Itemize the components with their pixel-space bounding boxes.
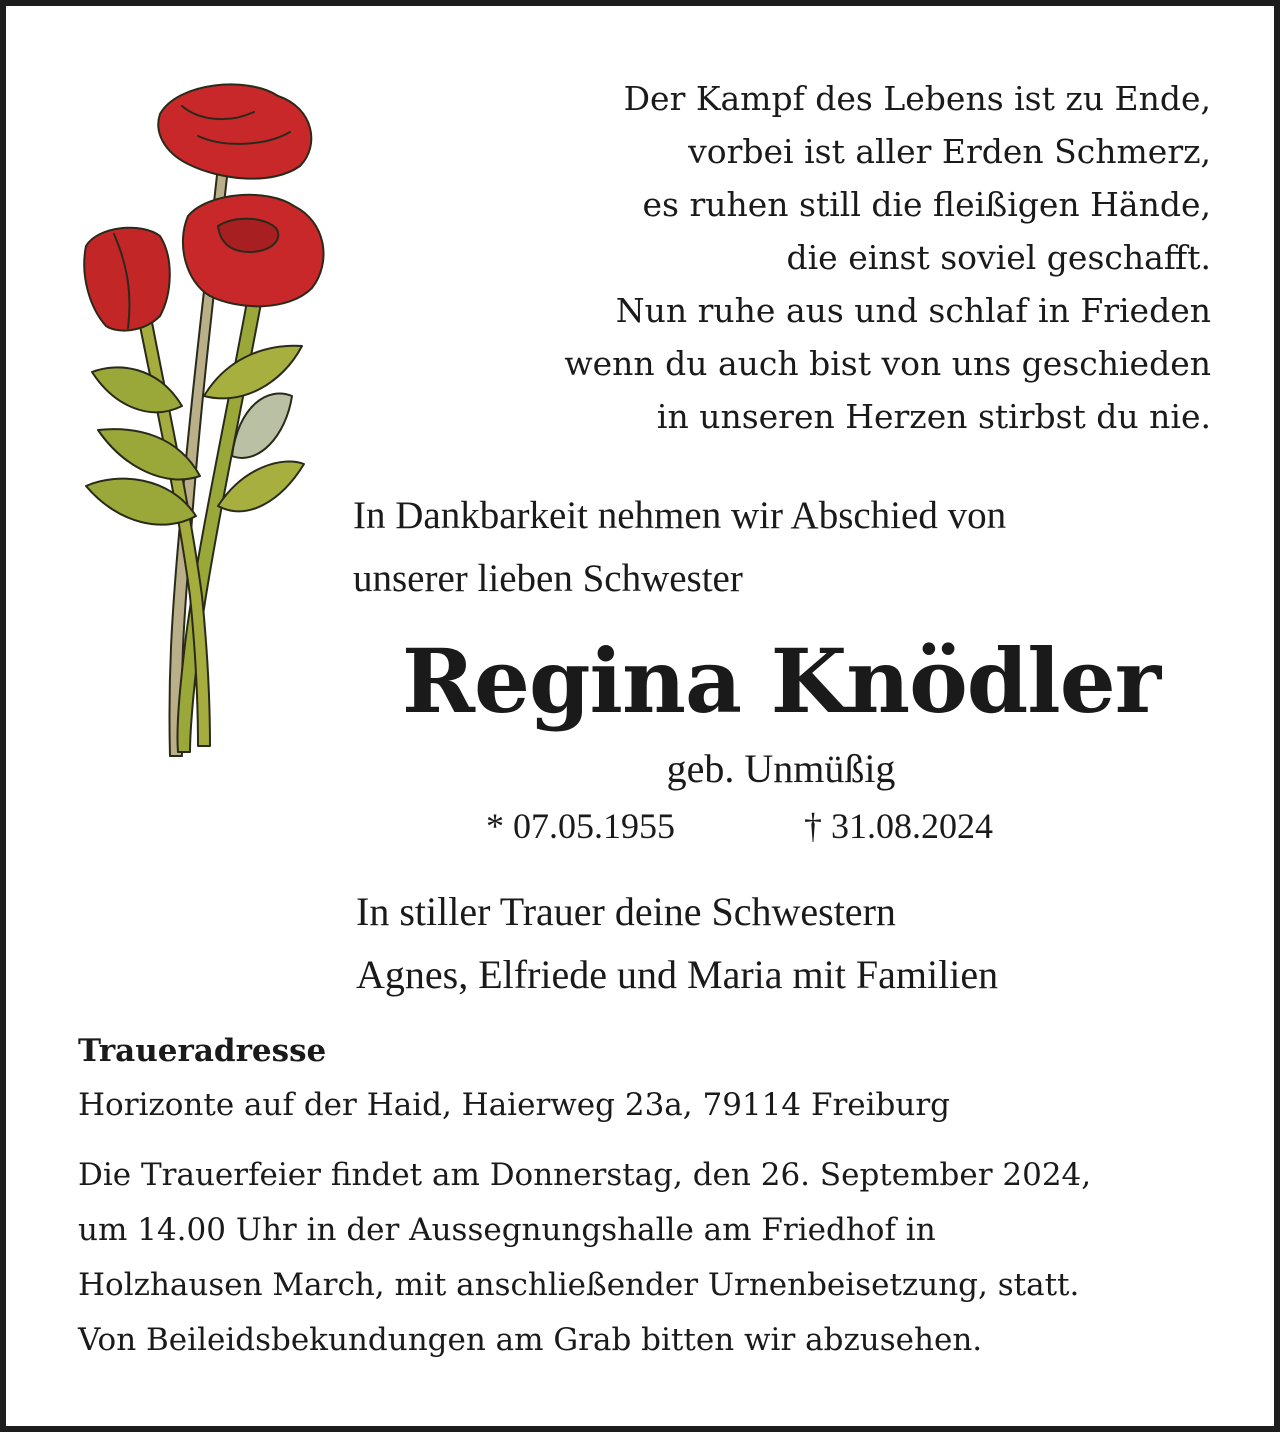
death-date: † 31.08.2024 <box>804 806 993 846</box>
poem-line: es ruhen still die fleißigen Hände, <box>642 185 1211 224</box>
maiden-name: geb. Unmüßig <box>666 746 896 791</box>
poem-line: vorbei ist aller Erden Schmerz, <box>688 132 1211 171</box>
mourners <box>356 880 998 1006</box>
intro-line: unserer lieben Schwester <box>353 557 743 600</box>
poem-line: Der Kampf des Lebens ist zu Ende, <box>623 79 1211 118</box>
life-dates <box>486 802 1046 850</box>
poem-line: Nun ruhe aus und schlaf in Frieden <box>615 291 1211 330</box>
service-line: um 14.00 Uhr in der Aussegnungshalle am Friedhof in <box>78 1212 936 1248</box>
poem-line: die einst soviel geschafft. <box>786 238 1211 277</box>
birth-date: * 07.05.1955 <box>486 806 675 846</box>
poem-line: in unseren Herzen stirbst du nie. <box>656 397 1211 436</box>
rose-bouquet-icon <box>78 76 340 766</box>
mourning-address <box>78 1024 950 1132</box>
service-details <box>78 1148 1091 1368</box>
service-line: Von Beileidsbekundungen am Grab bitten wir abzusehen. <box>78 1322 983 1358</box>
memorial-poem <box>486 72 1211 443</box>
service-line: Die Trauerfeier findet am Donnerstag, den 26. September 2024, <box>78 1157 1092 1193</box>
deceased-name: Regina Knödler <box>401 629 1161 733</box>
mourners-line: Agnes, Elfriede und Maria mit Familien <box>356 952 999 997</box>
intro-line: In Dankbarkeit nehmen wir Abschied von <box>353 494 1007 537</box>
mourners-line: In stiller Trauer deine Schwestern <box>356 889 896 934</box>
poem-line: wenn du auch bist von uns geschieden <box>564 344 1211 383</box>
address-value: Horizonte auf der Haid, Haierweg 23a, 79114 Freiburg <box>78 1087 951 1123</box>
address-label: Traueradresse <box>78 1033 327 1069</box>
service-line: Holzhausen March, mit anschließender Urnenbeisetzung, statt. <box>78 1267 1080 1303</box>
farewell-intro <box>353 484 1006 610</box>
